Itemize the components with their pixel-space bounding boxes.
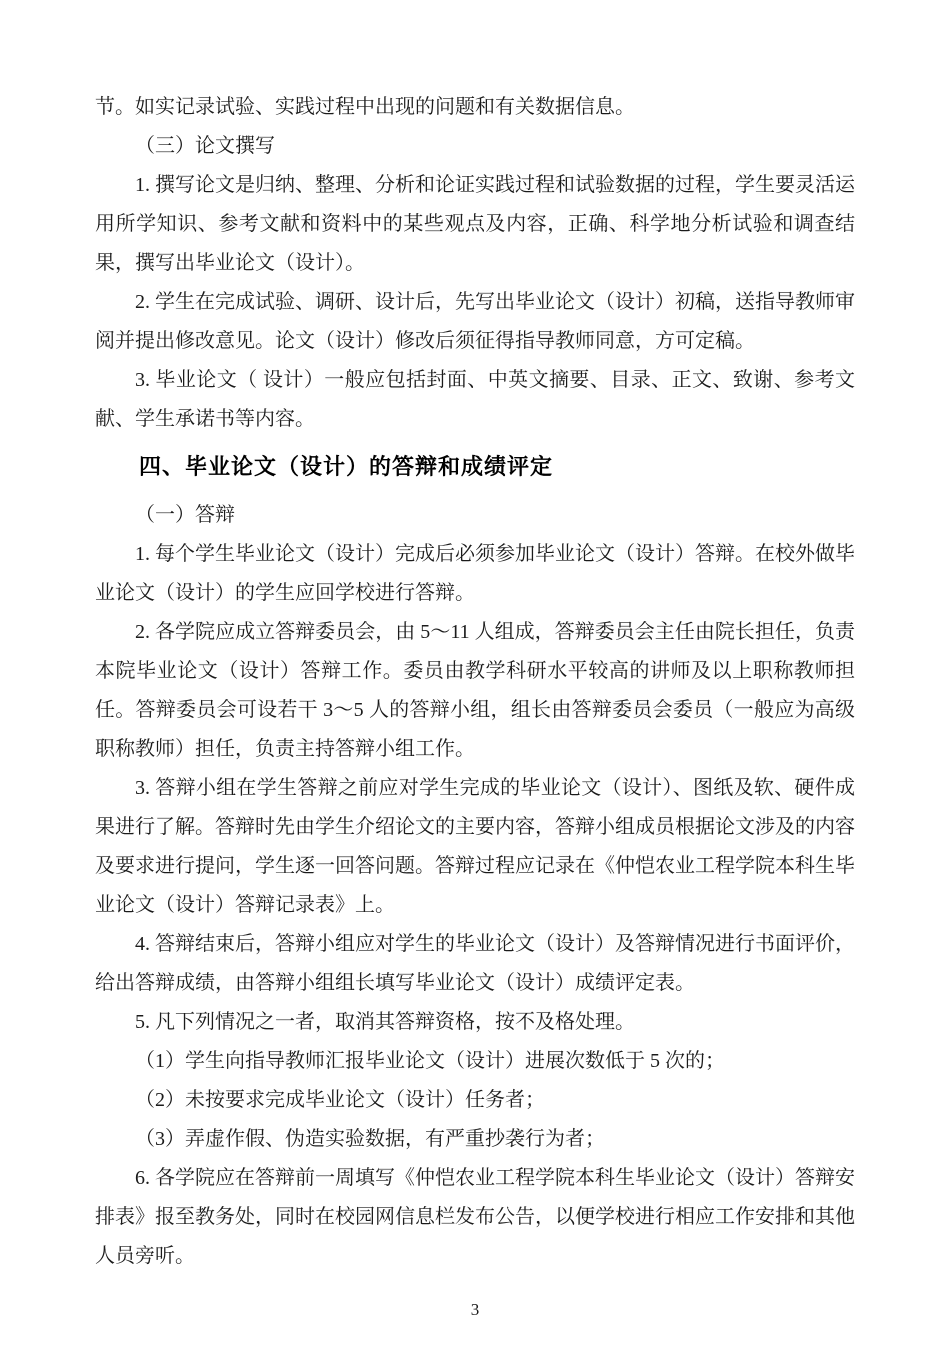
body-paragraph: 3. 答辩小组在学生答辩之前应对学生完成的毕业论文（设计）、图纸及软、硬件成果进行了解。答辩时先由学生介绍论文的主要内容，答辩小组成员根据论文涉及的内容及要求进行提问，学生逐一回答问题。答辩过程应记录在《仲恺农业工程学院本科生毕业论文（设计）答辩记录表》上。 [95,777,855,916]
page-number: 3 [470,1300,480,1319]
body-paragraph: 6. 各学院应在答辩前一周填写《仲恺农业工程学院本科生毕业论文（设计）答辩安排表》报至教务处，同时在校园网信息栏发布公告，以便学校进行相应工作安排和其他人员旁听。 [95,1167,855,1267]
body-paragraph: 2. 学生在完成试验、调研、设计后，先写出毕业论文（设计）初稿，送指导教师审阅并提出修改意见。论文（设计）修改后须征得指导教师同意，方可定稿。 [95,291,855,352]
body-paragraph: 5. 凡下列情况之一者，取消其答辩资格，按不及格处理。 [135,1011,635,1033]
subsection-heading-3: （三）论文撰写 [135,135,275,157]
body-paragraph: 1. 撰写论文是归纳、整理、分析和论证实践过程和试验数据的过程，学生要灵活运用所学知识、参考文献和资料中的某些观点及内容，正确、科学地分析试验和调查结果，撰写出毕业论文（设计）。 [95,174,855,274]
subsection-heading-1: （一）答辩 [135,504,235,526]
page-footer [0,1300,950,1320]
body-paragraph: 3. 毕业论文（ 设计）一般应包括封面、中英文摘要、目录、正文、致谢、参考文献、学生承诺书等内容。 [95,369,855,430]
list-item-3: （3）弄虚作假、伪造实验数据，有严重抄袭行为者； [135,1128,605,1150]
body-paragraph: 1. 每个学生毕业论文（设计）完成后必须参加毕业论文（设计）答辩。在校外做毕业论文（设计）的学生应回学校进行答辩。 [95,543,855,604]
body-paragraph: 4. 答辩结束后，答辩小组应对学生的毕业论文（设计）及答辩情况进行书面评价，给出答辩成绩，由答辩小组组长填写毕业论文（设计）成绩评定表。 [95,933,855,994]
list-item-2: （2）未按要求完成毕业论文（设计）任务者； [135,1089,545,1111]
list-item-1: （1）学生向指导教师汇报毕业论文（设计）进展次数低于 5 次的； [135,1050,725,1072]
document-content [95,88,855,1276]
body-paragraph-continuation: 节。如实记录试验、实践过程中出现的问题和有关数据信息。 [95,96,635,118]
body-paragraph: 2. 各学院应成立答辩委员会，由 5～11 人组成，答辩委员会主任由院长担任，负责本院毕业论文（设计）答辩工作。委员由教学科研水平较高的讲师及以上职称教师担任。答辩委员会可设若干 3～5 人的答辩小组，组长由答辩委员会委员（一般应为高级职称教师）担任，负责主持答辩小组工作。 [95,621,855,760]
section-heading: 四、毕业论文（设计）的答辩和成绩评定 [139,454,554,479]
